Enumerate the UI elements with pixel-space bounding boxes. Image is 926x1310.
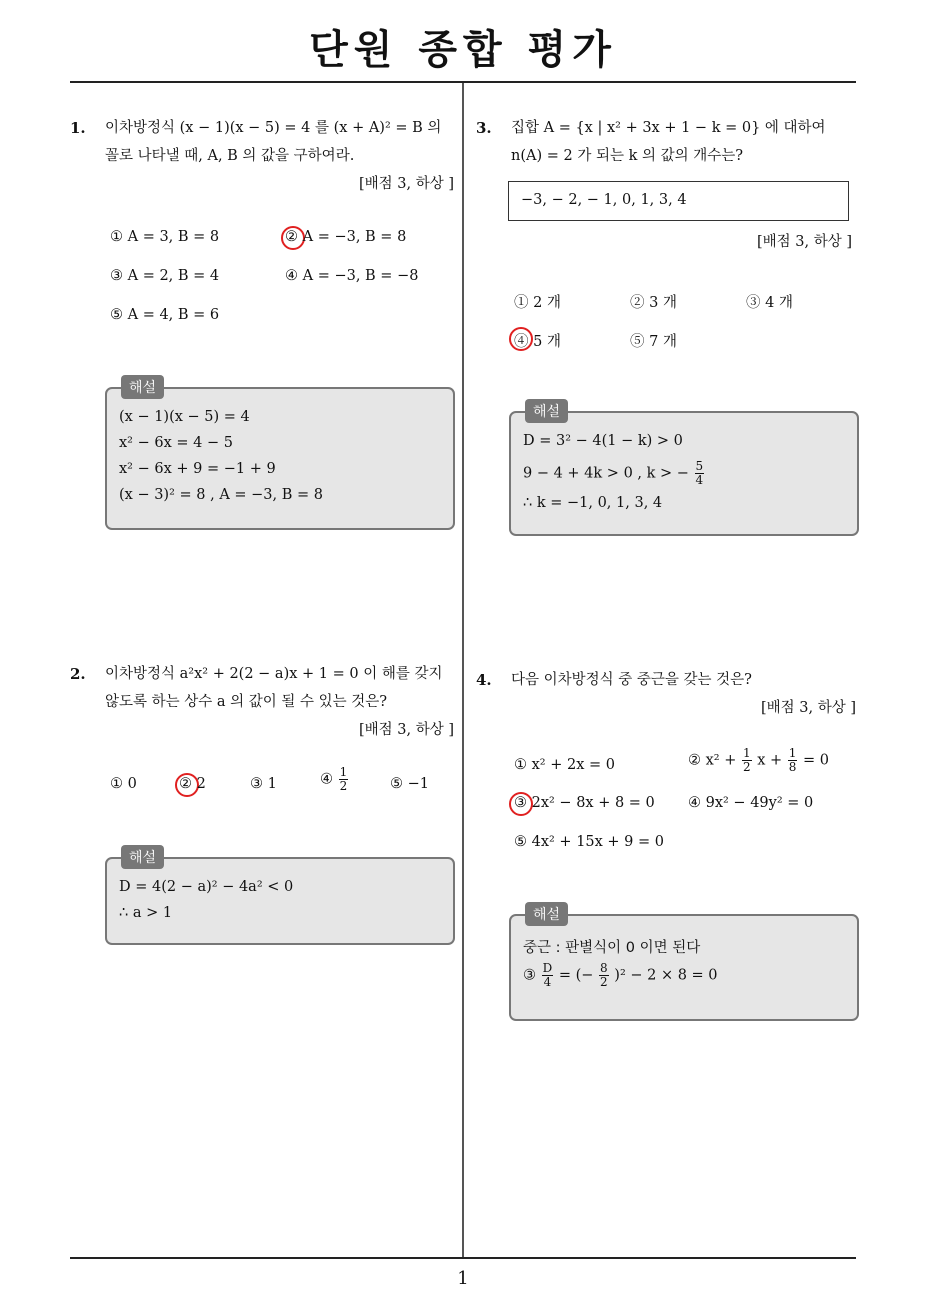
question-text: n(A) = 2 가 되는 k 의 값의 개수는? — [511, 148, 743, 164]
solution-line: x² − 6x = 4 − 5 — [119, 435, 233, 451]
question-number: 2. — [70, 665, 86, 683]
choice-4[interactable]: ④ 9x² − 49y² = 0 — [688, 795, 814, 811]
question-text: 이차방정식 (x − 1)(x − 5) = 4 를 (x + A)² = B 의 — [105, 120, 442, 136]
choice-label: ④ — [320, 771, 333, 788]
bottom-divider — [70, 1257, 856, 1259]
given-values: −3, − 2, − 1, 0, 1, 3, 4 — [521, 192, 687, 208]
given-values-box — [508, 181, 849, 221]
solution-line: ∴ a > 1 — [119, 905, 173, 921]
solution-tag: 해설 — [121, 375, 164, 399]
choice-5[interactable]: ⑤ 4x² + 15x + 9 = 0 — [514, 834, 665, 850]
fraction: $\frac{D}{4}$ — [542, 961, 553, 989]
choice-3[interactable]: ③ 1 — [250, 776, 277, 792]
solution-box — [509, 907, 859, 1021]
question-2 — [70, 660, 454, 744]
solution-line: 중근 : 판별식이 0 이면 된다 — [523, 940, 701, 956]
question-1 — [70, 114, 454, 198]
solution-box — [509, 404, 859, 536]
solution-line: 9 − 4 + 4k > 0 , k > − $\frac{5}{4}$ — [523, 459, 704, 487]
choice-5[interactable]: ⑤ A = 4, B = 6 — [110, 307, 220, 323]
solution-box — [105, 850, 455, 945]
solution-line: ③ $\frac{D}{4}$ = (− $\frac{8}{2}$ )² − 2 × 8 = 0 — [523, 961, 718, 989]
question-number: 1. — [70, 119, 86, 137]
solution-tag: 해설 — [525, 902, 568, 926]
choice-2[interactable]: ② 3 개 — [630, 295, 677, 311]
solution-line: (x − 3)² = 8 , A = −3, B = 8 — [119, 487, 323, 503]
choice-4[interactable] — [320, 766, 349, 793]
question-text: 이차방정식 a²x² + 2(2 − a)x + 1 = 0 이 해를 갖지 — [105, 666, 443, 682]
choice-4[interactable]: ④ 5 개 — [514, 334, 561, 350]
choice-5[interactable]: ⑤ −1 — [390, 776, 429, 792]
score-label: [배점 3, 하상 ] — [358, 176, 454, 192]
score-label: [배점 3, 하상 ] — [358, 722, 454, 738]
choice-1[interactable]: ① A = 3, B = 8 — [110, 229, 220, 245]
choice-2[interactable]: ② A = −3, B = 8 — [285, 229, 407, 245]
solution-box — [105, 380, 455, 530]
solution-line: D = 3² − 4(1 − k) > 0 — [523, 433, 683, 449]
choice-1[interactable]: ① 2 개 — [514, 295, 561, 311]
solution-line: ∴ k = −1, 0, 1, 3, 4 — [523, 495, 663, 511]
score-row — [476, 228, 852, 256]
choice-3[interactable]: ③ 2x² − 8x + 8 = 0 — [514, 795, 655, 811]
solution-line: D = 4(2 − a)² − 4a² < 0 — [119, 879, 294, 895]
choice-4[interactable]: ④ A = −3, B = −8 — [285, 268, 419, 284]
fraction: $\frac{8}{2}$ — [600, 961, 608, 989]
question-text: 않도록 하는 상수 a 의 값이 될 수 있는 것은? — [105, 694, 388, 710]
choice-5[interactable]: ⑤ 7 개 — [630, 334, 677, 350]
fraction: $\frac{1}{2}$ — [339, 765, 348, 793]
question-3 — [476, 114, 856, 170]
page-number: 1 — [457, 1268, 469, 1289]
solution-line: (x − 1)(x − 5) = 4 — [119, 409, 250, 425]
choice-3[interactable]: ③ 4 개 — [746, 295, 793, 311]
question-number: 4. — [476, 671, 492, 689]
question-text: 꼴로 나타낼 때, A, B 의 값을 구하여라. — [105, 148, 355, 164]
page-title: 단원 종합 평가 — [309, 27, 617, 73]
solution-tag: 해설 — [525, 399, 568, 423]
fraction: $\frac{1}{2}$ — [742, 746, 751, 774]
solution-line: x² − 6x + 9 = −1 + 9 — [119, 461, 276, 477]
choice-3[interactable]: ③ A = 2, B = 4 — [110, 268, 220, 284]
choice-2[interactable]: ② 2 — [179, 776, 206, 792]
fraction: $\frac{5}{4}$ — [695, 459, 704, 487]
question-text: 다음 이차방정식 중 중근을 갖는 것은? — [511, 672, 752, 688]
question-4 — [476, 666, 856, 722]
question-text: 집합 A = {x | x² + 3x + 1 − k = 0} 에 대하여 — [511, 120, 826, 136]
choice-1[interactable]: ① x² + 2x = 0 — [514, 757, 615, 773]
score-label: [배점 3, 하상 ] — [756, 234, 852, 250]
choice-2[interactable]: ② x² + $\frac{1}{2}$ x + $\frac{1}{8}$ = 0 — [688, 746, 829, 774]
question-number: 3. — [476, 119, 492, 137]
solution-tag: 해설 — [121, 845, 164, 869]
choice-1[interactable]: ① 0 — [110, 776, 137, 792]
fraction: $\frac{1}{8}$ — [788, 746, 797, 774]
column-divider — [462, 83, 464, 1257]
score-label: [배점 3, 하상 ] — [760, 700, 856, 716]
